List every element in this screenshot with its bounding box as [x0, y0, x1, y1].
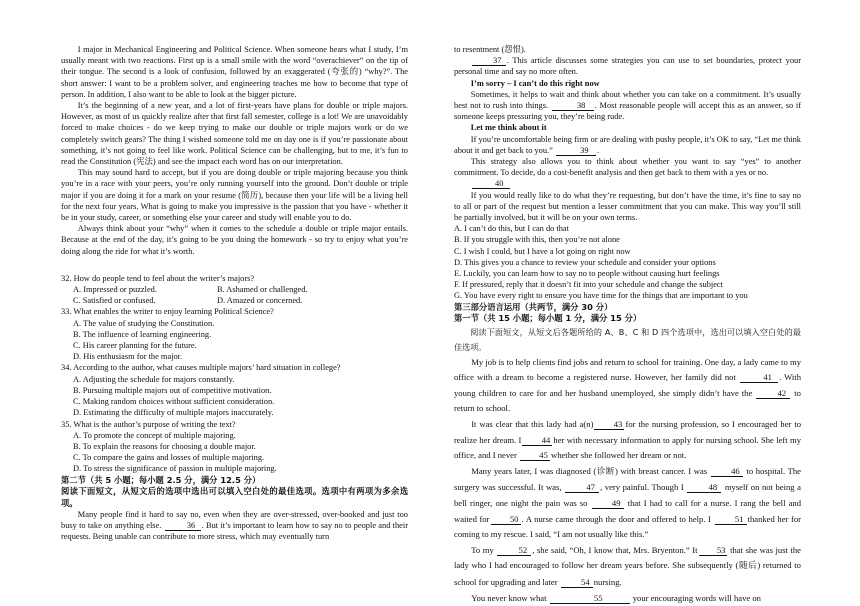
answer-option[interactable]: C. Satisfied or confused.: [73, 296, 156, 306]
question-35: [61, 419, 408, 475]
answer-option[interactable]: A. Adjusting the schedule for majors constantly.: [73, 374, 235, 384]
blank-40[interactable]: 40: [472, 179, 510, 189]
choice-option[interactable]: A. I can’t do this, but I can do that: [454, 224, 569, 234]
passage-paragraph: This strategy also allows you to think about whether you want to say “yes” to another commitment. To decide, do a cost-benefit analysis and then get back to them with a yes or no.: [454, 157, 801, 178]
answer-option[interactable]: B. Ashamed or challenged.: [217, 285, 308, 295]
subheading: I’m sorry – I can’t do this right now: [470, 78, 600, 88]
answer-option[interactable]: B. Pursuing multiple majors out of competitive motivation.: [73, 385, 272, 395]
blank-52[interactable]: 52: [497, 546, 531, 556]
blank-53[interactable]: 53: [699, 546, 727, 556]
passage-paragraph: To my 52 , she said, “Oh, I know that, Mrs. Bryenton.” It 53 that she was just the lady who I had encouraged to follow her dream years before. She subsequently (随后) returned to school for upgrading and later 54 nursing.: [454, 544, 801, 587]
answer-option[interactable]: D. Estimating the difficulty of multiple majors inaccurately.: [73, 408, 274, 418]
passage-paragraph: 37 . This article discusses some strategies you can use to set boundaries, protect your personal time and say no more often.: [454, 56, 801, 77]
choice-option[interactable]: E. Luckily, you can learn how to say no to people without causing hurt feelings: [454, 269, 720, 279]
blank-38[interactable]: 38: [552, 101, 594, 111]
blank-43[interactable]: 43: [594, 420, 624, 430]
passage-paragraph: It’s the beginning of a new year, and a lot of first-years have plans for double or triple majors. However, as most of us quickly realize after that first fall semester, college is a lot! We are unavoidably forced to make choices - do we keep trying to make our double or triple majors work or do we completely switch gears? The thing I wished someone told me on day one is if you’re passionate about something, it’s not going to feel like work. Political Science can be challenging, but to me, it’s fun to read the Constitution (宪法) and see the impact each word has on our interpretation.: [61, 101, 408, 167]
answer-option[interactable]: D. To stress the significance of passion in multiple majoring.: [73, 464, 277, 474]
right-column: [454, 44, 801, 606]
passage-paragraph: Many years later, I was diagnosed (诊断) with breast cancer. I was 46 to hospital. The surgery was successful. It was, 47 , very painful. Though I 48 myself on not being a bell ringer, one night the pain was so 49 that I had to call for a nurse. I rang the bell and waited for 50 . A nurse came through the door and offered to help. I 51 thanked her for coming to my rescue. I said, “I am not usually like this.”: [454, 465, 801, 540]
blank-44[interactable]: 44: [522, 436, 552, 446]
question-stem: 32. How do people tend to feel about the writer’s majors?: [61, 273, 255, 283]
section-heading: 第二节（共 5 小题；每小题 2.5 分，满分 12.5 分）: [61, 474, 261, 485]
answer-option[interactable]: A. To promote the concept of multiple majoring.: [73, 430, 236, 440]
section-heading: 第一节（共 15 小题；每小题 1 分，满分 15 分）: [454, 313, 642, 324]
answer-option[interactable]: C. Making random choices without sufficient consideration.: [73, 397, 275, 407]
question-stem: 34. According to the author, what causes multiple majors’ hard situation in college?: [61, 363, 341, 373]
part-heading: 第三部分语言运用（共两节，满分 30 分）: [454, 301, 613, 312]
blank-39[interactable]: 39: [556, 146, 596, 156]
passage-paragraph: [454, 178, 801, 189]
question-34: [61, 362, 408, 418]
left-column: [61, 44, 408, 543]
answer-option[interactable]: D. Amazed or concerned.: [217, 296, 303, 306]
question-32: [61, 273, 408, 307]
blank-36[interactable]: 36: [165, 521, 201, 531]
blank-45[interactable]: 45: [520, 451, 550, 461]
passage-paragraph: I major in Mechanical Engineering and Political Science. When someone hears what I study, I’m usually meant with two reactions. First up is a small smile with the word “overachiever” on the tip of their tongue. The second is a look of confusion, followed by an exaggerated (夸张的) “why?”. The short answer: I want to be a problem solver, and engineering teaches me how to become that type of person. In addition, I also want to be able to look at the bigger picture.: [61, 45, 409, 99]
answer-option[interactable]: D. His enthusiasm for the major.: [73, 352, 183, 362]
choice-option[interactable]: B. If you struggle with this, then you’re not alone: [454, 235, 620, 245]
blank-41[interactable]: 41: [740, 373, 778, 383]
passage-paragraph: You never know what 55 your encouraging words will have on: [471, 592, 761, 603]
blank-54[interactable]: 54: [561, 578, 593, 588]
subheading: Let me think about it: [470, 123, 547, 133]
passage-paragraph: My job is to help clients find jobs and return to school for training. One day, a lady came to my office with a dream to become a registered nurse. However, her family did not 41 . With young children to care for and her husband unemployed, she simply didn’t have the 42 to return to school.: [454, 356, 801, 414]
blank-50[interactable]: 50: [491, 515, 521, 525]
blank-49[interactable]: 49: [592, 499, 624, 509]
section-instruction: 阅读下面短文，从短文后的选项中选出可以填入空白处的最佳选项。选项中有两项为多余选项。: [61, 486, 408, 508]
choice-option[interactable]: G. You have every right to ensure you have time for the things that are important to you: [454, 291, 748, 301]
passage-paragraph: If you would really like to do what they’re requesting, but don’t have the time, it’s fine to say no to all or part of the request but mention a lesser commitment that you can make. This way you’ll still be partially involved, but it will be on your own terms.: [454, 190, 801, 223]
cloze-passage: [454, 355, 801, 606]
passage-paragraph: Sometimes, it helps to wait and think about whether you can take on a commitment. It’s usually best not to rush into things. 38 . Most reasonable people will accept this as an answer, so if someone keeps pressuring you, they’re being rude.: [454, 89, 801, 122]
answer-option[interactable]: C. To compare the gains and losses of multiple majoring.: [73, 453, 265, 463]
choice-option[interactable]: C. I wish I could, but I have a lot going on right now: [454, 246, 631, 256]
passage-paragraph: to resentment (怨恨).: [454, 44, 526, 54]
passage-paragraph: Many people find it hard to say no, even when they are over-stressed, over-booked and just too busy to take on anything else. 36 . But it’s important to learn how to say no to people and their requests. Being unable can contribute to more stress, which may eventually turn: [61, 510, 408, 542]
blank-46[interactable]: 46: [711, 467, 743, 477]
blank-42[interactable]: 42: [756, 389, 790, 399]
answer-option[interactable]: A. The value of studying the Constitution.: [73, 318, 215, 328]
answer-option[interactable]: B. The influence of learning engineering.: [73, 329, 212, 339]
choice-option[interactable]: F. If pressured, reply that it doesn’t fit into your schedule and change the subject: [454, 280, 723, 290]
blank-55[interactable]: 55: [550, 594, 630, 604]
blank-37[interactable]: 37: [472, 56, 506, 66]
section-instruction: 阅读下面短文，从短文后各题所给的 A、B、C 和 D 四个选项中，选出可以填入空白处的最佳选项。: [454, 326, 801, 352]
question-stem: 33. What enables the writer to enjoy learning Political Science?: [61, 307, 274, 317]
passage-paragraph: Always think about your “why” when it comes to the schedule a double or triple major entails. Because at the end of the day, it’s going to be you doing the homework - so try to enjoy what you’re doing along the ride for what it’s worth.: [61, 224, 408, 256]
question-stem: 35. What is the author’s purpose of writing the text?: [61, 419, 236, 429]
blank-51[interactable]: 51: [715, 515, 747, 525]
passage-paragraph: This may sound hard to accept, but if you are doing double or triple majoring because you think you’re in a race with your peers, you’re only running yourself into the ground. Don’t double or triple major if you are doing it for a mark on your resume (简历), because then your life will be a living hell for the next four years. What is going to make you impressive is the passion that you have - whether it be in your study, career, or something else your career and study will enable you to do.: [61, 168, 409, 223]
answer-option[interactable]: C. His career planning for the future.: [73, 341, 197, 351]
blank-48[interactable]: 48: [687, 483, 721, 493]
choice-option[interactable]: D. This gives you a chance to review your schedule and consider your options: [454, 257, 716, 267]
answer-option[interactable]: B. To explain the reasons for choosing a double major.: [73, 441, 256, 451]
blank-47[interactable]: 47: [565, 483, 599, 493]
answer-option[interactable]: A. Impressed or puzzled.: [73, 285, 157, 295]
passage-paragraph: It was clear that this lady had a(n) 43 for the nursing profession, so I encouraged her to realize her dream. I 44 her with necessary information to apply for nursing school. She left my office, and I never 45 whether she followed her dream or not.: [454, 419, 802, 461]
passage-paragraph: If you’re uncomfortable being firm or are dealing with pushy people, it’s OK to say, “Let me think about it and get back to you.” 39 .: [454, 134, 801, 155]
question-33: [61, 306, 408, 362]
